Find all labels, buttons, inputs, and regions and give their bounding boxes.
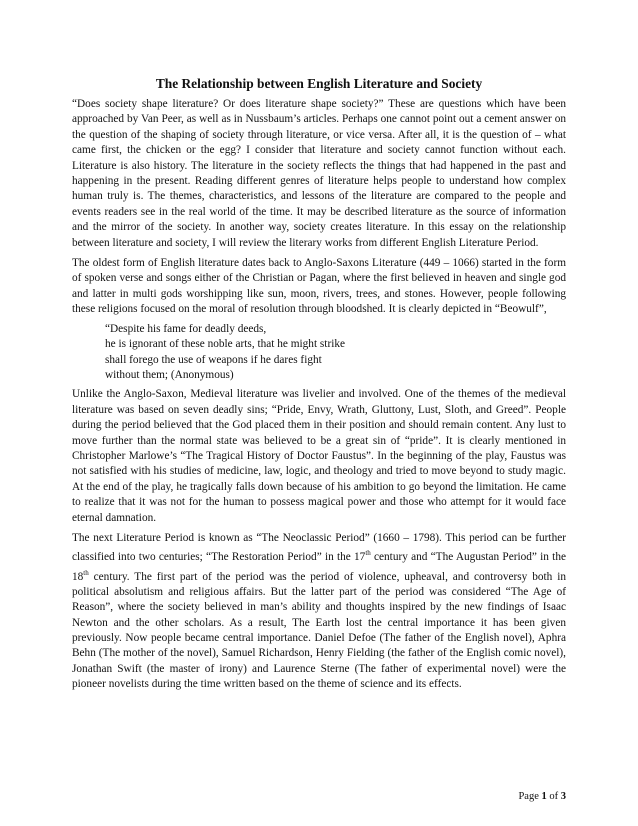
paragraph-text: The next Literature Period is known as “The Neoclassic Period” (1660 – 1798). This period can be further classified into two centuries; “The Restoration Period” in the 17 bbox=[72, 531, 566, 564]
paragraph-anglo-saxon: The oldest form of English literature dates back to Anglo-Saxons Literature (449 – 1066) started in the form of spoken verse and songs either of the Christian or Pagan, where the first believed in heaven and single god and latter in multi gods worshipping like sun, moon, rivers, trees, and stones. However, people following these religions focused on the moral of resolution through bloodshed. It is clearly depicted in “Beowulf”, bbox=[72, 257, 566, 316]
beowulf-quote bbox=[105, 322, 566, 384]
page-total: 3 bbox=[560, 791, 566, 802]
paragraph-text: century and “The Augustan Period” in the 18 bbox=[72, 551, 566, 583]
ordinal-suffix: th bbox=[83, 568, 89, 577]
page-number: 1 bbox=[541, 791, 547, 802]
quote-line: “Despite his fame for deadly deeds, bbox=[105, 322, 267, 335]
document-body bbox=[72, 97, 566, 698]
ordinal-suffix: th bbox=[365, 549, 371, 558]
quote-line: he is ignorant of these noble arts, that he might strike bbox=[105, 338, 346, 351]
page-label: Page bbox=[518, 791, 539, 802]
paragraph-text: century. The first part of the period was the period of violence, upheaval, and controversy both in political absolutism and religious affairs. But the latter part of the period was considered “The Age of Reason”, where the society believed in man’s ability and thoughts inspired by the new findings of Isaac Newton and the other scholars. As a result, The Earth lost the central importance it has been given previously. Now people became central importance. Daniel Defoe (The father of the English novel), Aphra Behn (The mother of the novel), Samuel Richardson, Henry Fielding (the father of the English comic novel), Jonathan Swift (the master of irony) and Laurence Sterne (The father of experimental novel) were the pioneer novelists during the time written based on the theme of science and its effects. bbox=[72, 570, 566, 691]
paragraph-medieval: Unlike the Anglo-Saxon, Medieval literature was livelier and involved. One of the themes of the medieval literature was based on seven deadly sins; “Pride, Envy, Wrath, Gluttony, Lust, Sloth, and Greed”. People during the period believed that the God placed them in their position and should remain content. Any lust to move further than the normal state was believed to be a great sin of “pride”. It is clearly mentioned in Christopher Marlowe’s “The Tragical History of Doctor Faustus”. In the beginning of the play, Faustus was not satisfied with his studies of medicine, law, logic, and theology and tried to move beyond to study magic. At the end of the play, he tragically falls down because of his ambition to go beyond the limitation. He came to realize that it was not for the human to possess magical power and those who attempt for it would face eternal damnation. bbox=[72, 388, 566, 524]
paragraph-neoclassic bbox=[72, 531, 566, 693]
page-footer bbox=[440, 790, 566, 803]
paragraph-intro: “Does society shape literature? Or does literature shape society?” These are questions which have been approached by Van Peer, as well as in Nussbaum’s articles. Perhaps one cannot point out a cement answer on the question of the shaping of society through literature, or vice versa. After all, it is the question of – what came first, the chicken or the egg? I consider that literature and society cannot function without each. Literature is also history. The literature in the society reflects the things that had happened in the past and happening in the present. Reading different genres of literature helps people to understand how complex human truly is. The themes, characteristics, and lessons of the literature are compared to the people and events readers see in the real world of the time. It may be described literature as the source of information and the mirror of the society. In another way, society creates literature. In this essay on the relationship between literature and society, I will review the literary works from different English Literature Period. bbox=[72, 98, 566, 249]
of-label: of bbox=[549, 791, 559, 802]
quote-line: without them; (Anonymous) bbox=[105, 368, 234, 381]
document-title: The Relationship between English Literature and Society bbox=[155, 76, 483, 91]
quote-line: shall forego the use of weapons if he dares fight bbox=[105, 353, 322, 366]
